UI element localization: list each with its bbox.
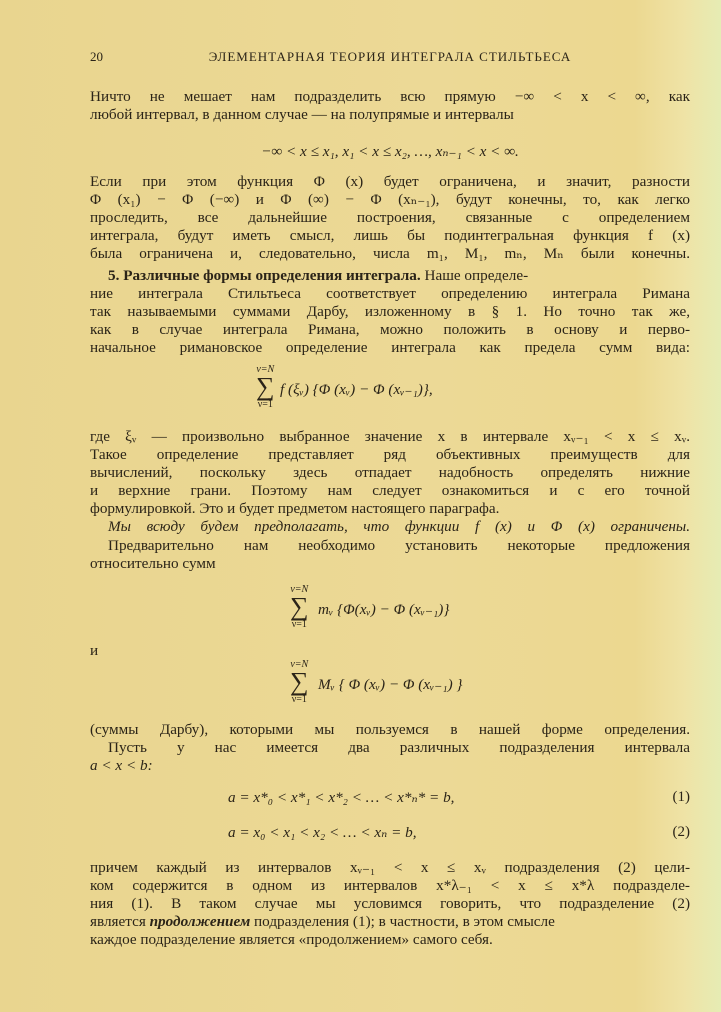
sum-lower-darboux [290, 584, 309, 630]
text-line: Φ (x₁) − Φ (−∞) и Φ (∞) − Φ (xₙ₋₁), будут конечны, то, как легко [90, 191, 690, 208]
sum-lower-limit: ν=1 [291, 694, 307, 705]
equation-number: (1) [672, 789, 690, 805]
text-line: a < x < b: [90, 757, 153, 774]
text-line: Предварительно нам необходимо установить некоторые предложения [108, 537, 690, 554]
text-line: любой интервал, в данном случае — на полупрямые и интервалы [90, 106, 514, 123]
text-line: Пусть у нас имеется два различных подразделения интервала [108, 739, 690, 756]
text-line: формулировкой. Это и будет предметом настоящего параграфа. [90, 500, 500, 517]
text-line: каждое подразделение является «продолжением» самого себя. [90, 931, 493, 948]
text-line: ком содержится в одном из интервалов x*λ₋₁ < x ≤ x*λ подразделе- [90, 877, 690, 894]
conjunction: и [90, 642, 99, 659]
text-line: Такое определение представляет ряд объективных преимуществ для [90, 446, 690, 463]
text-line: ния (1). В таком случае мы условимся говорить, что подразделение (2) [90, 895, 690, 912]
text-line: ние интеграла Стильтьеса соответствует определению интеграла Римана [90, 285, 690, 302]
section-heading-line [90, 267, 690, 285]
text-span: подразделения (1); в частности, в этом смысле [250, 913, 555, 930]
text-line [90, 913, 690, 931]
emphasized-term: продолжением [149, 913, 251, 930]
sum-lower-limit: ν=1 [291, 619, 307, 630]
sum-body: mᵥ {Φ(xᵥ) − Φ (xᵥ₋₁)} [318, 601, 450, 618]
running-title: ЭЛЕМЕНТАРНАЯ ТЕОРИЯ ИНТЕГРАЛА СТИЛЬТЬЕСА [208, 49, 572, 64]
text-line: Наше определе- [420, 267, 529, 284]
equation-1: a = x*₀ < x*₁ < x*₂ < … < x*ₙ* = b, [228, 789, 455, 806]
sigma-symbol: ∑ [290, 667, 309, 696]
text-line: проследить, все дальнейшие построения, связанные с определением [90, 209, 690, 226]
equation-2: a = x₀ < x₁ < x₂ < … < xₙ = b, [228, 824, 417, 841]
text-line: (суммы Дарбу), которыми мы пользуемся в нашей форме определения. [90, 721, 690, 738]
sum-riemann [256, 364, 275, 410]
sigma-symbol: ∑ [290, 592, 309, 621]
text-span: является [90, 913, 150, 930]
sigma-symbol: ∑ [256, 372, 275, 401]
sum-upper-limit: ν=N [256, 364, 275, 375]
sum-body: Mᵥ { Φ (xᵥ) − Φ (xᵥ₋₁) } [318, 676, 463, 693]
text-line: Если при этом функция Φ (x) будет ограничена, и значит, разности [90, 173, 690, 190]
text-line: как в случае интеграла Римана, можно положить в основу и перво- [90, 321, 690, 338]
sum-upper-darboux [290, 659, 309, 705]
text-line: начальное римановское определение интеграла как предела сумм вида: [90, 339, 690, 356]
text-line: так называемыми суммами Дарбу, изложенному в § 1. Но точно так же, [90, 303, 690, 320]
text-line: причем каждый из интервалов xᵥ₋₁ < x ≤ xᵥ подразделения (2) цели- [90, 859, 690, 876]
page-number: 20 [90, 49, 103, 64]
sum-upper-limit: ν=N [290, 584, 309, 595]
equation-number: (2) [672, 824, 690, 840]
text-line: интеграла, будут иметь смысл, лишь бы подинтегральная функция f (x) [90, 227, 690, 244]
section-heading: 5. Различные формы определения интеграла. [108, 267, 421, 284]
italic-assumption: Мы всюду будем предполагать, что функции f (x) и Φ (x) ограничены. [108, 518, 690, 535]
text-line: и верхние грани. Поэтому нам следует ознакомиться и с его точной [90, 482, 690, 499]
sum-lower-limit: ν=1 [257, 399, 273, 410]
text-line: была ограничена и, следовательно, числа m₁, M₁, mₙ, Mₙ были конечны. [90, 245, 690, 262]
text-line: относительно сумм [90, 555, 216, 572]
formula-intervals: −∞ < x ≤ x₁, x₁ < x ≤ x₂, …, xₙ₋₁ < x < ∞. [261, 143, 519, 160]
sum-body: f (ξᵥ) {Φ (xᵥ) − Φ (xᵥ₋₁)}, [280, 381, 433, 398]
sum-upper-limit: ν=N [290, 659, 309, 670]
text-line: вычислений, поскольку здесь отпадает надобность определять нижние [90, 464, 690, 481]
text-line: где ξᵥ — произвольно выбранное значение x в интервале xᵥ₋₁ < x ≤ xᵥ. [90, 428, 690, 445]
text-line: Ничто не мешает нам подразделить всю прямую −∞ < x < ∞, как [90, 88, 690, 105]
